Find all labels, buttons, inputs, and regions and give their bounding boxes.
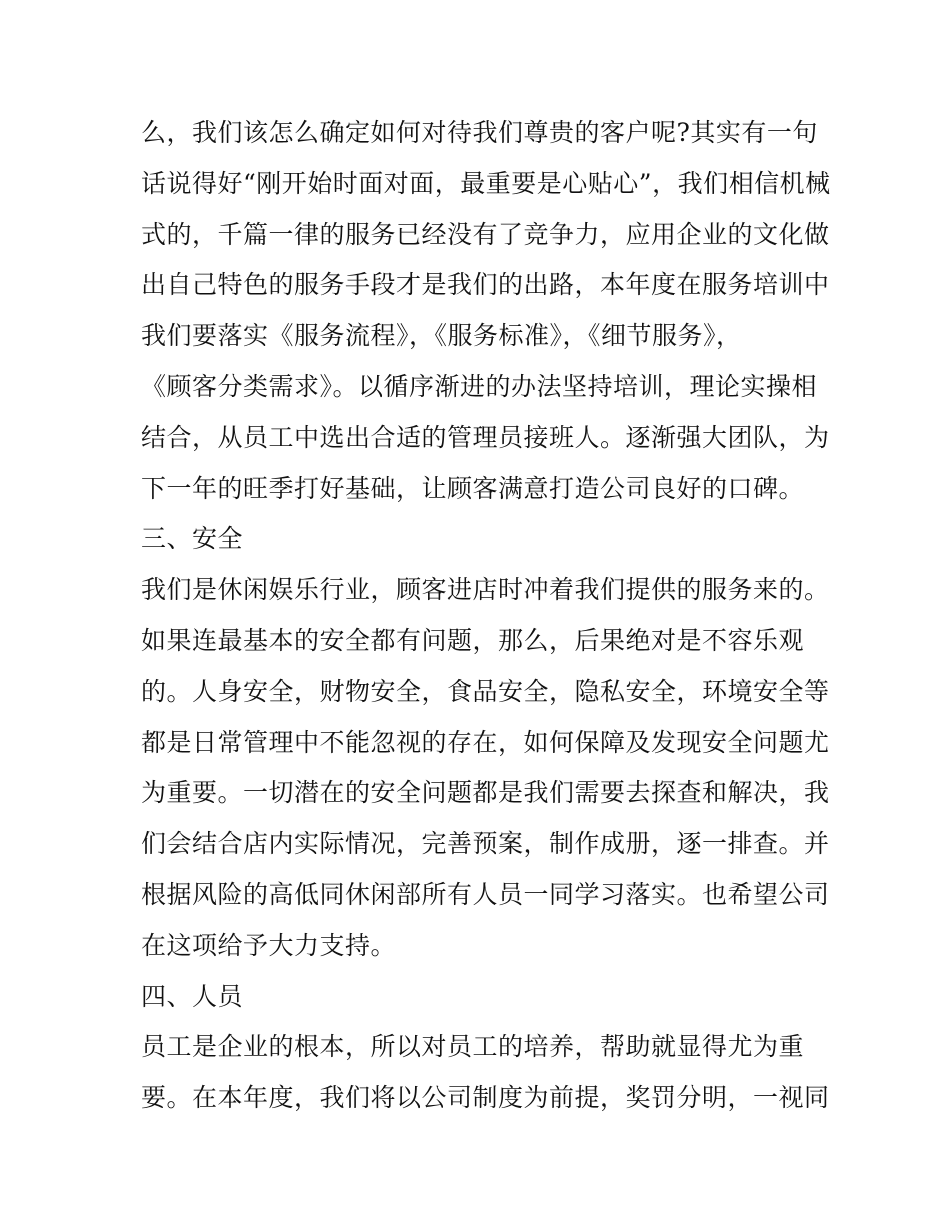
paragraph-line: 都是日常管理中不能忽视的存在，如何保障及发现安全问题尤 — [141, 727, 830, 757]
paragraph-line: 《顾客分类需求》。以循序渐进的办法坚持培训，理论实操相 — [141, 371, 818, 401]
paragraph-line: 结合，从员工中选出合适的管理员接班人。逐渐强大团队，为 — [141, 422, 830, 452]
paragraph-line: 的。人身安全，财物安全，食品安全，隐私安全，环境安全等 — [141, 676, 830, 706]
paragraph-line: 下一年的旺季打好基础，让顾客满意打造公司良好的口碑。 — [141, 473, 805, 503]
paragraph-line: 要。在本年度，我们将以公司制度为前提，奖罚分明，一视同 — [141, 1083, 830, 1113]
paragraph-line: 话说得好“刚开始时面对面，最重要是心贴心”，我们相信机械 — [141, 168, 831, 198]
paragraph-line: 根据风险的高低同休闲部所有人员一同学习落实。也希望公司 — [141, 879, 830, 909]
paragraph-line: 们会结合店内实际情况，完善预案，制作成册，逐一排查。并 — [141, 829, 830, 859]
document-body — [141, 108, 831, 1124]
paragraph-line: 如果连最基本的安全都有问题，那么，后果绝对是不容乐观 — [141, 625, 805, 655]
paragraph-line: 在这项给予大力支持。 — [141, 930, 397, 960]
section-heading-personnel: 四、人员 — [141, 981, 244, 1011]
paragraph-line: 我们是休闲娱乐行业，顾客进店时冲着我们提供的服务来的。 — [141, 575, 830, 605]
paragraph-line: 员工是企业的根本，所以对员工的培养，帮助就显得尤为重 — [141, 1032, 805, 1062]
paragraph-line: 么，我们该怎么确定如何对待我们尊贵的客户呢?其实有一句 — [141, 118, 818, 147]
paragraph-line: 我们要落实《服务流程》，《服务标准》，《细节服务》， — [141, 321, 742, 351]
section-heading-safety: 三、安全 — [141, 524, 244, 554]
paragraph-line: 式的，千篇一律的服务已经没有了竞争力，应用企业的文化做 — [141, 219, 830, 249]
paragraph-line: 出自己特色的服务手段才是我们的出路，本年度在服务培训中 — [141, 270, 830, 300]
paragraph-line: 为重要。一切潜在的安全问题都是我们需要去探查和解决，我 — [141, 778, 830, 808]
